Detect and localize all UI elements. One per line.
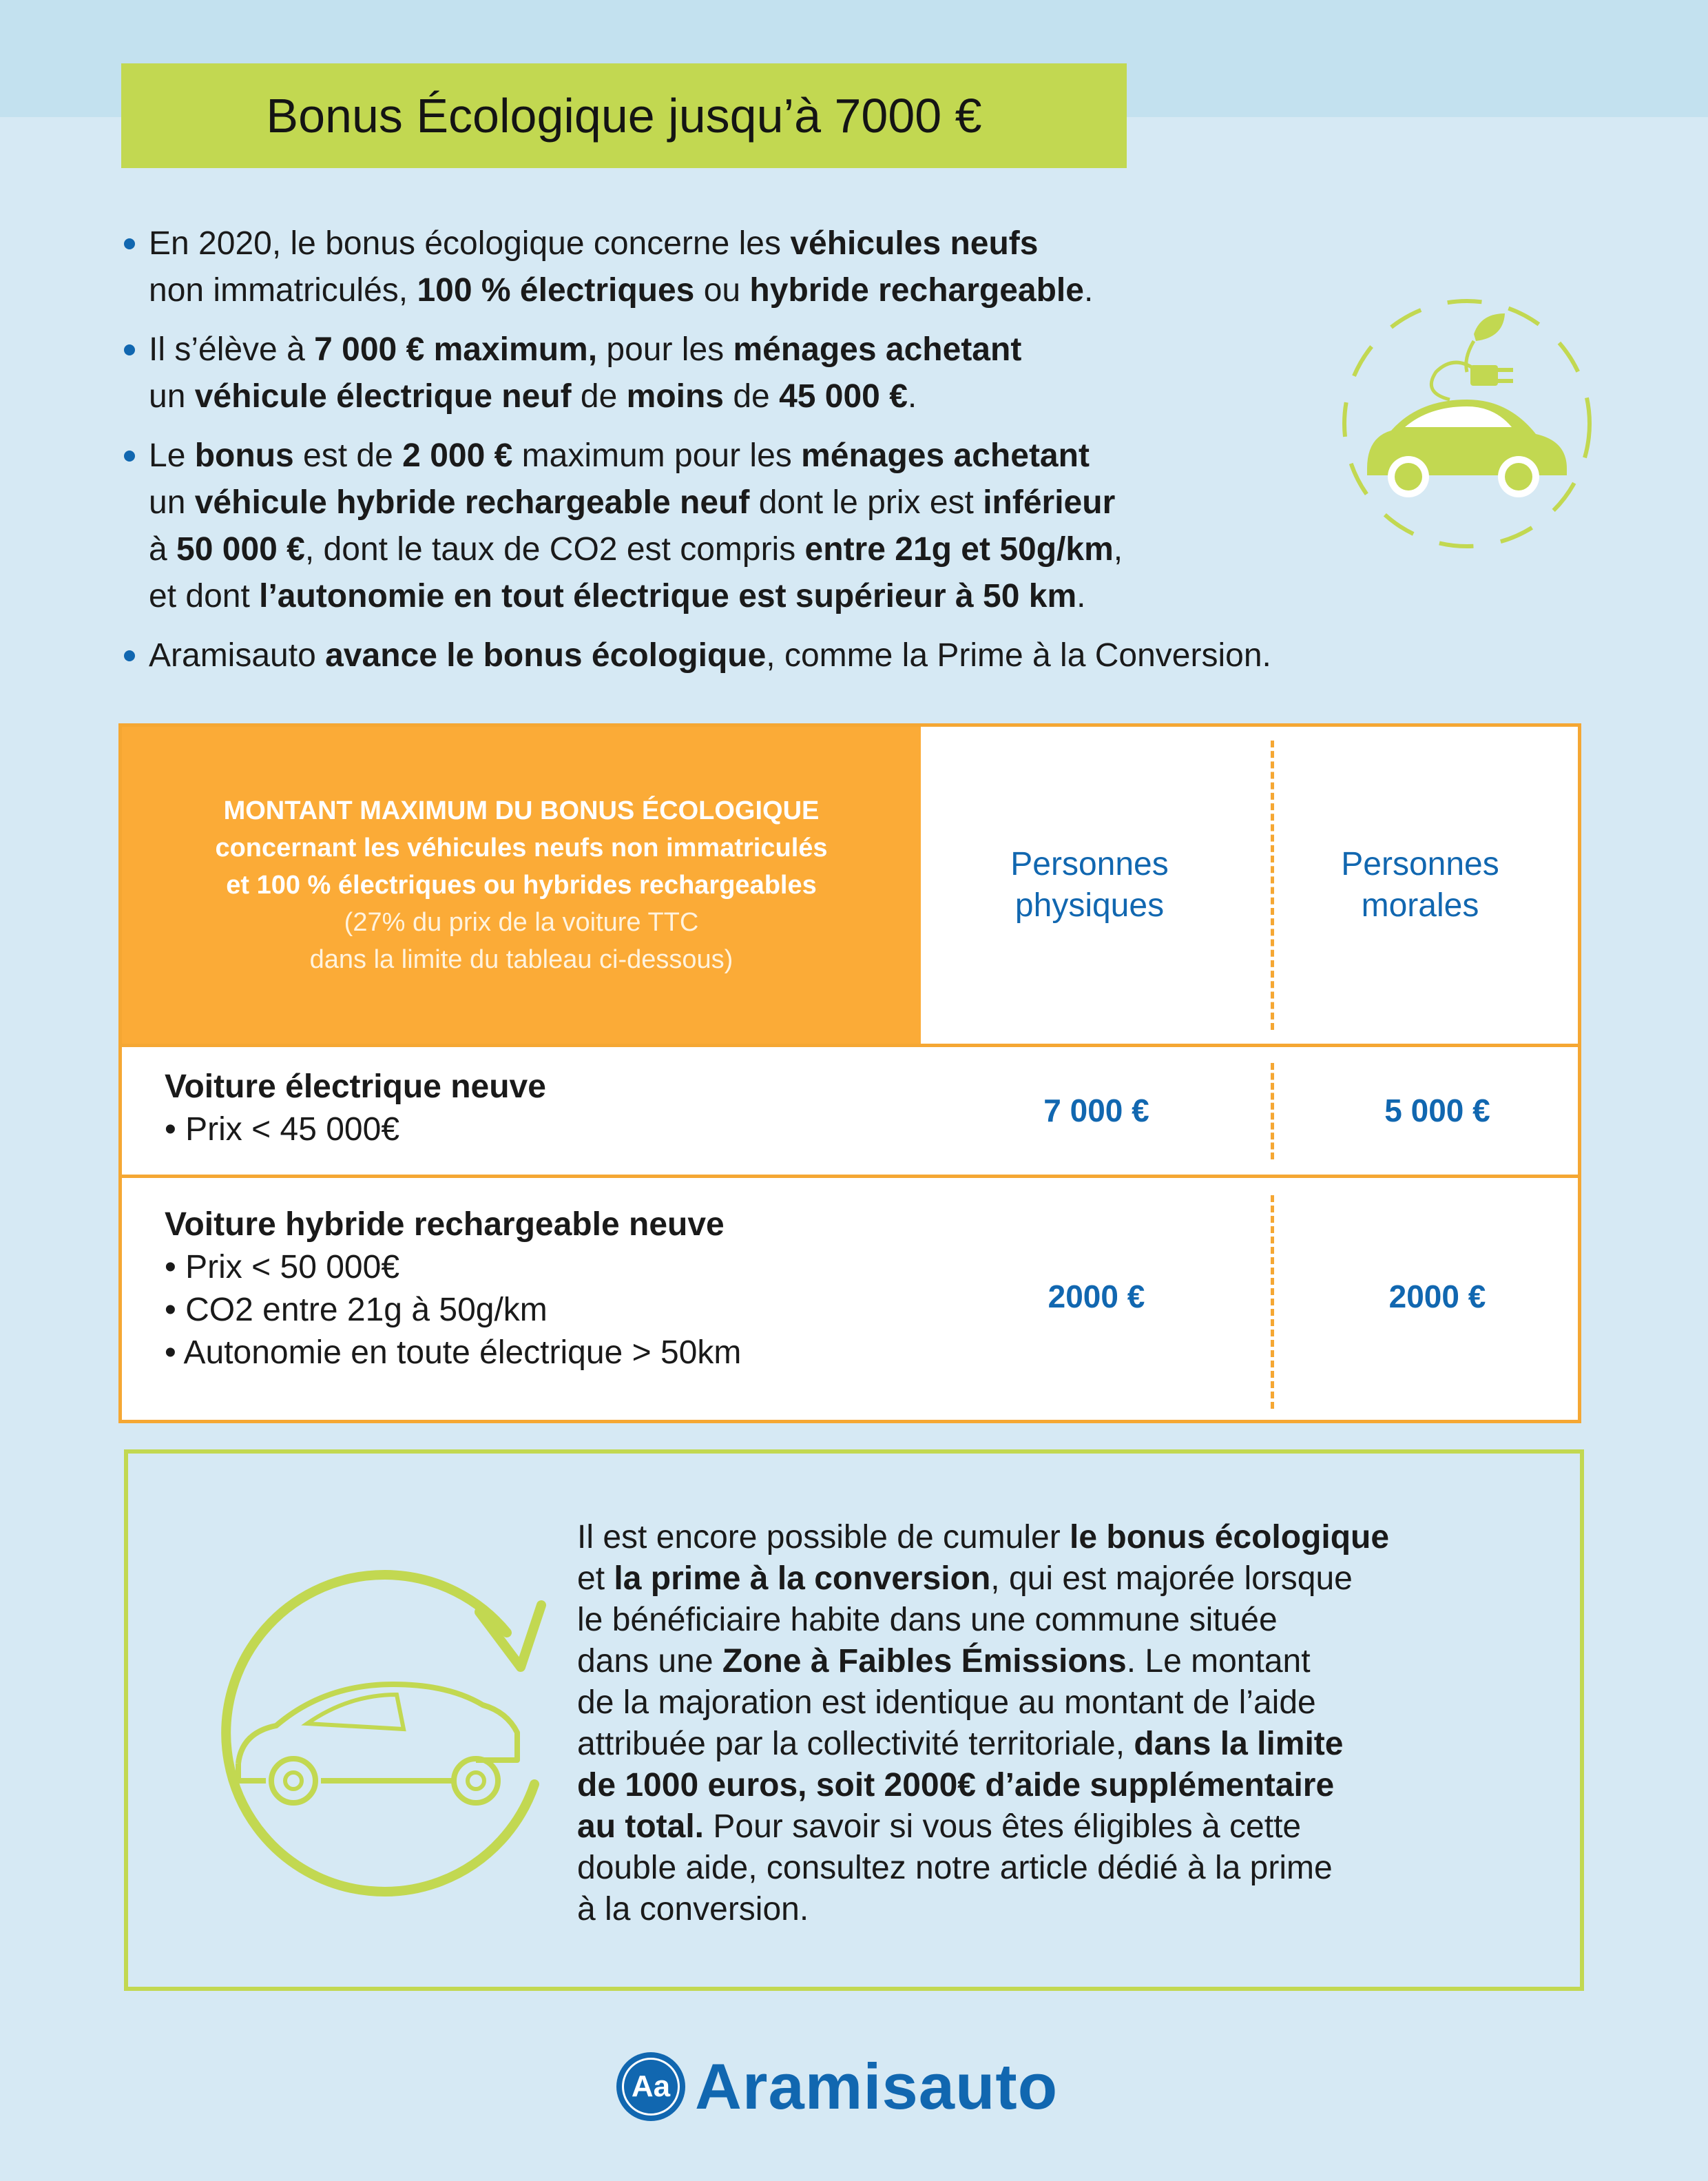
emphasis-text: ménages achetant (733, 331, 1022, 368)
emphasis-text: 50 000 € (176, 531, 305, 568)
value-electric-morales: 5 000 € (1384, 1093, 1490, 1128)
brand-logo[interactable] (616, 2049, 1058, 2124)
emphasis-text: véhicule électrique neuf (194, 378, 572, 415)
emphasis-text: entre 21g et 50g/km (804, 531, 1114, 568)
emphasis-text: 100 % électriques (417, 272, 695, 309)
emphasis-text: de 1000 euros, soit 2000€ d’aide supplémentaire (577, 1767, 1335, 1803)
emphasis-text: la prime à la conversion (614, 1560, 991, 1597)
page-title: Bonus Écologique jusqu’à 7000 € (121, 63, 1127, 168)
row-divider (122, 1044, 1578, 1047)
bullet-item: Le bonus est de 2 000 € maximum pour les ménages achetant un véhicule hybride rechargeable neuf dont le prix est inférieur à 50 000 €, dont le taux de CO2 est compris entre 21g et 50g/km, et dont l’autonomie en tout électrique est supérieur à 50 km. (121, 433, 1430, 620)
row-title: Voiture électrique neuve (165, 1068, 546, 1105)
emphasis-text: dans la limite (1134, 1726, 1344, 1762)
table-header-note: dans la limite du tableau ci-dessous) (309, 945, 733, 974)
column-header-line: Personnes (1010, 846, 1169, 882)
emphasis-text: le bonus écologique (1070, 1519, 1390, 1555)
column-divider (1271, 1195, 1274, 1409)
conversion-info-box (124, 1449, 1584, 1991)
emphasis-text: véhicule hybride rechargeable neuf (194, 484, 750, 521)
emphasis-text: inférieur (983, 484, 1116, 521)
bonus-table (118, 723, 1581, 1423)
bullet-item: Il s’élève à 7 000 € maximum, pour les ménages achetant un véhicule électrique neuf de moins de 45 000 €. (121, 327, 1430, 420)
emphasis-text: moins (626, 378, 724, 415)
emphasis-text: véhicules neufs (790, 225, 1039, 262)
table-header-title: MONTANT MAXIMUM DU BONUS ÉCOLOGIQUE (223, 796, 820, 825)
value-electric-physiques: 7 000 € (1043, 1093, 1149, 1128)
column-header-morales (1258, 727, 1582, 1044)
column-divider (1271, 1063, 1274, 1159)
column-header-line: morales (1361, 887, 1479, 924)
emphasis-text: bonus (194, 437, 294, 474)
table-header-subtitle: concernant les véhicules neufs non immatriculés (215, 834, 828, 862)
bullet-list (121, 220, 1430, 692)
car-conversion-cycle-icon (218, 1550, 603, 1922)
bullet-item: Aramisauto avance le bonus écologique, comme la Prime à la Conversion. (121, 632, 1430, 679)
value-hybrid-physiques: 2000 € (1048, 1279, 1145, 1314)
logo-badge-icon: Aa (616, 2052, 685, 2121)
conversion-info-text: Il est encore possible de cumuler le bonus écologique et la prime à la conversion, qui est majorée lorsque le bénéficiaire habite dans une commune située dans une Zone à Faibles Émissions. Le montant de la majoration est identique au montant de l’aide attribuée par la collectivité territoriale, dans la limite de 1000 euros, soit 2000€ d’aide supplémentaire au total. Pour savoir si vous êtes éligibles à cette double aide, consultez notre article dédié à la prime à la conversion. (577, 1519, 1390, 1927)
table-row-hybrid (165, 1203, 741, 1374)
emphasis-text: avance le bonus écologique (325, 637, 767, 674)
row-divider (122, 1175, 1578, 1178)
column-header-line: Personnes (1341, 846, 1499, 882)
column-header-physiques (921, 727, 1258, 1044)
emphasis-text: hybride rechargeable (749, 272, 1084, 309)
row-item: • Autonomie en toute électrique > 50km (165, 1334, 742, 1371)
table-header-note: (27% du prix de la voiture TTC (344, 908, 699, 937)
logo-wordmark: Aramisauto (695, 2050, 1059, 2122)
emphasis-text: 45 000 € (779, 378, 908, 415)
emphasis-text: 2 000 € (402, 437, 513, 474)
emphasis-text: 7 000 € maximum, (314, 331, 598, 368)
table-header-subtitle: et 100 % électriques ou hybrides rechargeables (226, 871, 817, 900)
value-hybrid-morales: 2000 € (1388, 1279, 1486, 1314)
electric-car-plug-icon (1333, 296, 1601, 551)
row-item: • Prix < 50 000€ (165, 1249, 400, 1285)
bullet-item: En 2020, le bonus écologique concerne les véhicules neufs non immatriculés, 100 % électriques ou hybride rechargeable. (121, 220, 1430, 314)
column-divider (1271, 741, 1274, 1030)
column-header-line: physiques (1014, 887, 1165, 924)
emphasis-text: l’autonomie en tout électrique est supérieur à 50 km (259, 578, 1077, 614)
emphasis-text: Zone à Faibles Émissions (722, 1643, 1127, 1679)
table-header-cell (122, 727, 921, 1044)
row-item: • Prix < 45 000€ (165, 1111, 400, 1148)
table-row-electric (165, 1066, 546, 1151)
row-item: • CO2 entre 21g à 50g/km (165, 1292, 548, 1328)
emphasis-text: au total. (577, 1808, 705, 1845)
row-title: Voiture hybride rechargeable neuve (165, 1206, 725, 1243)
emphasis-text: ménages achetant (801, 437, 1090, 474)
